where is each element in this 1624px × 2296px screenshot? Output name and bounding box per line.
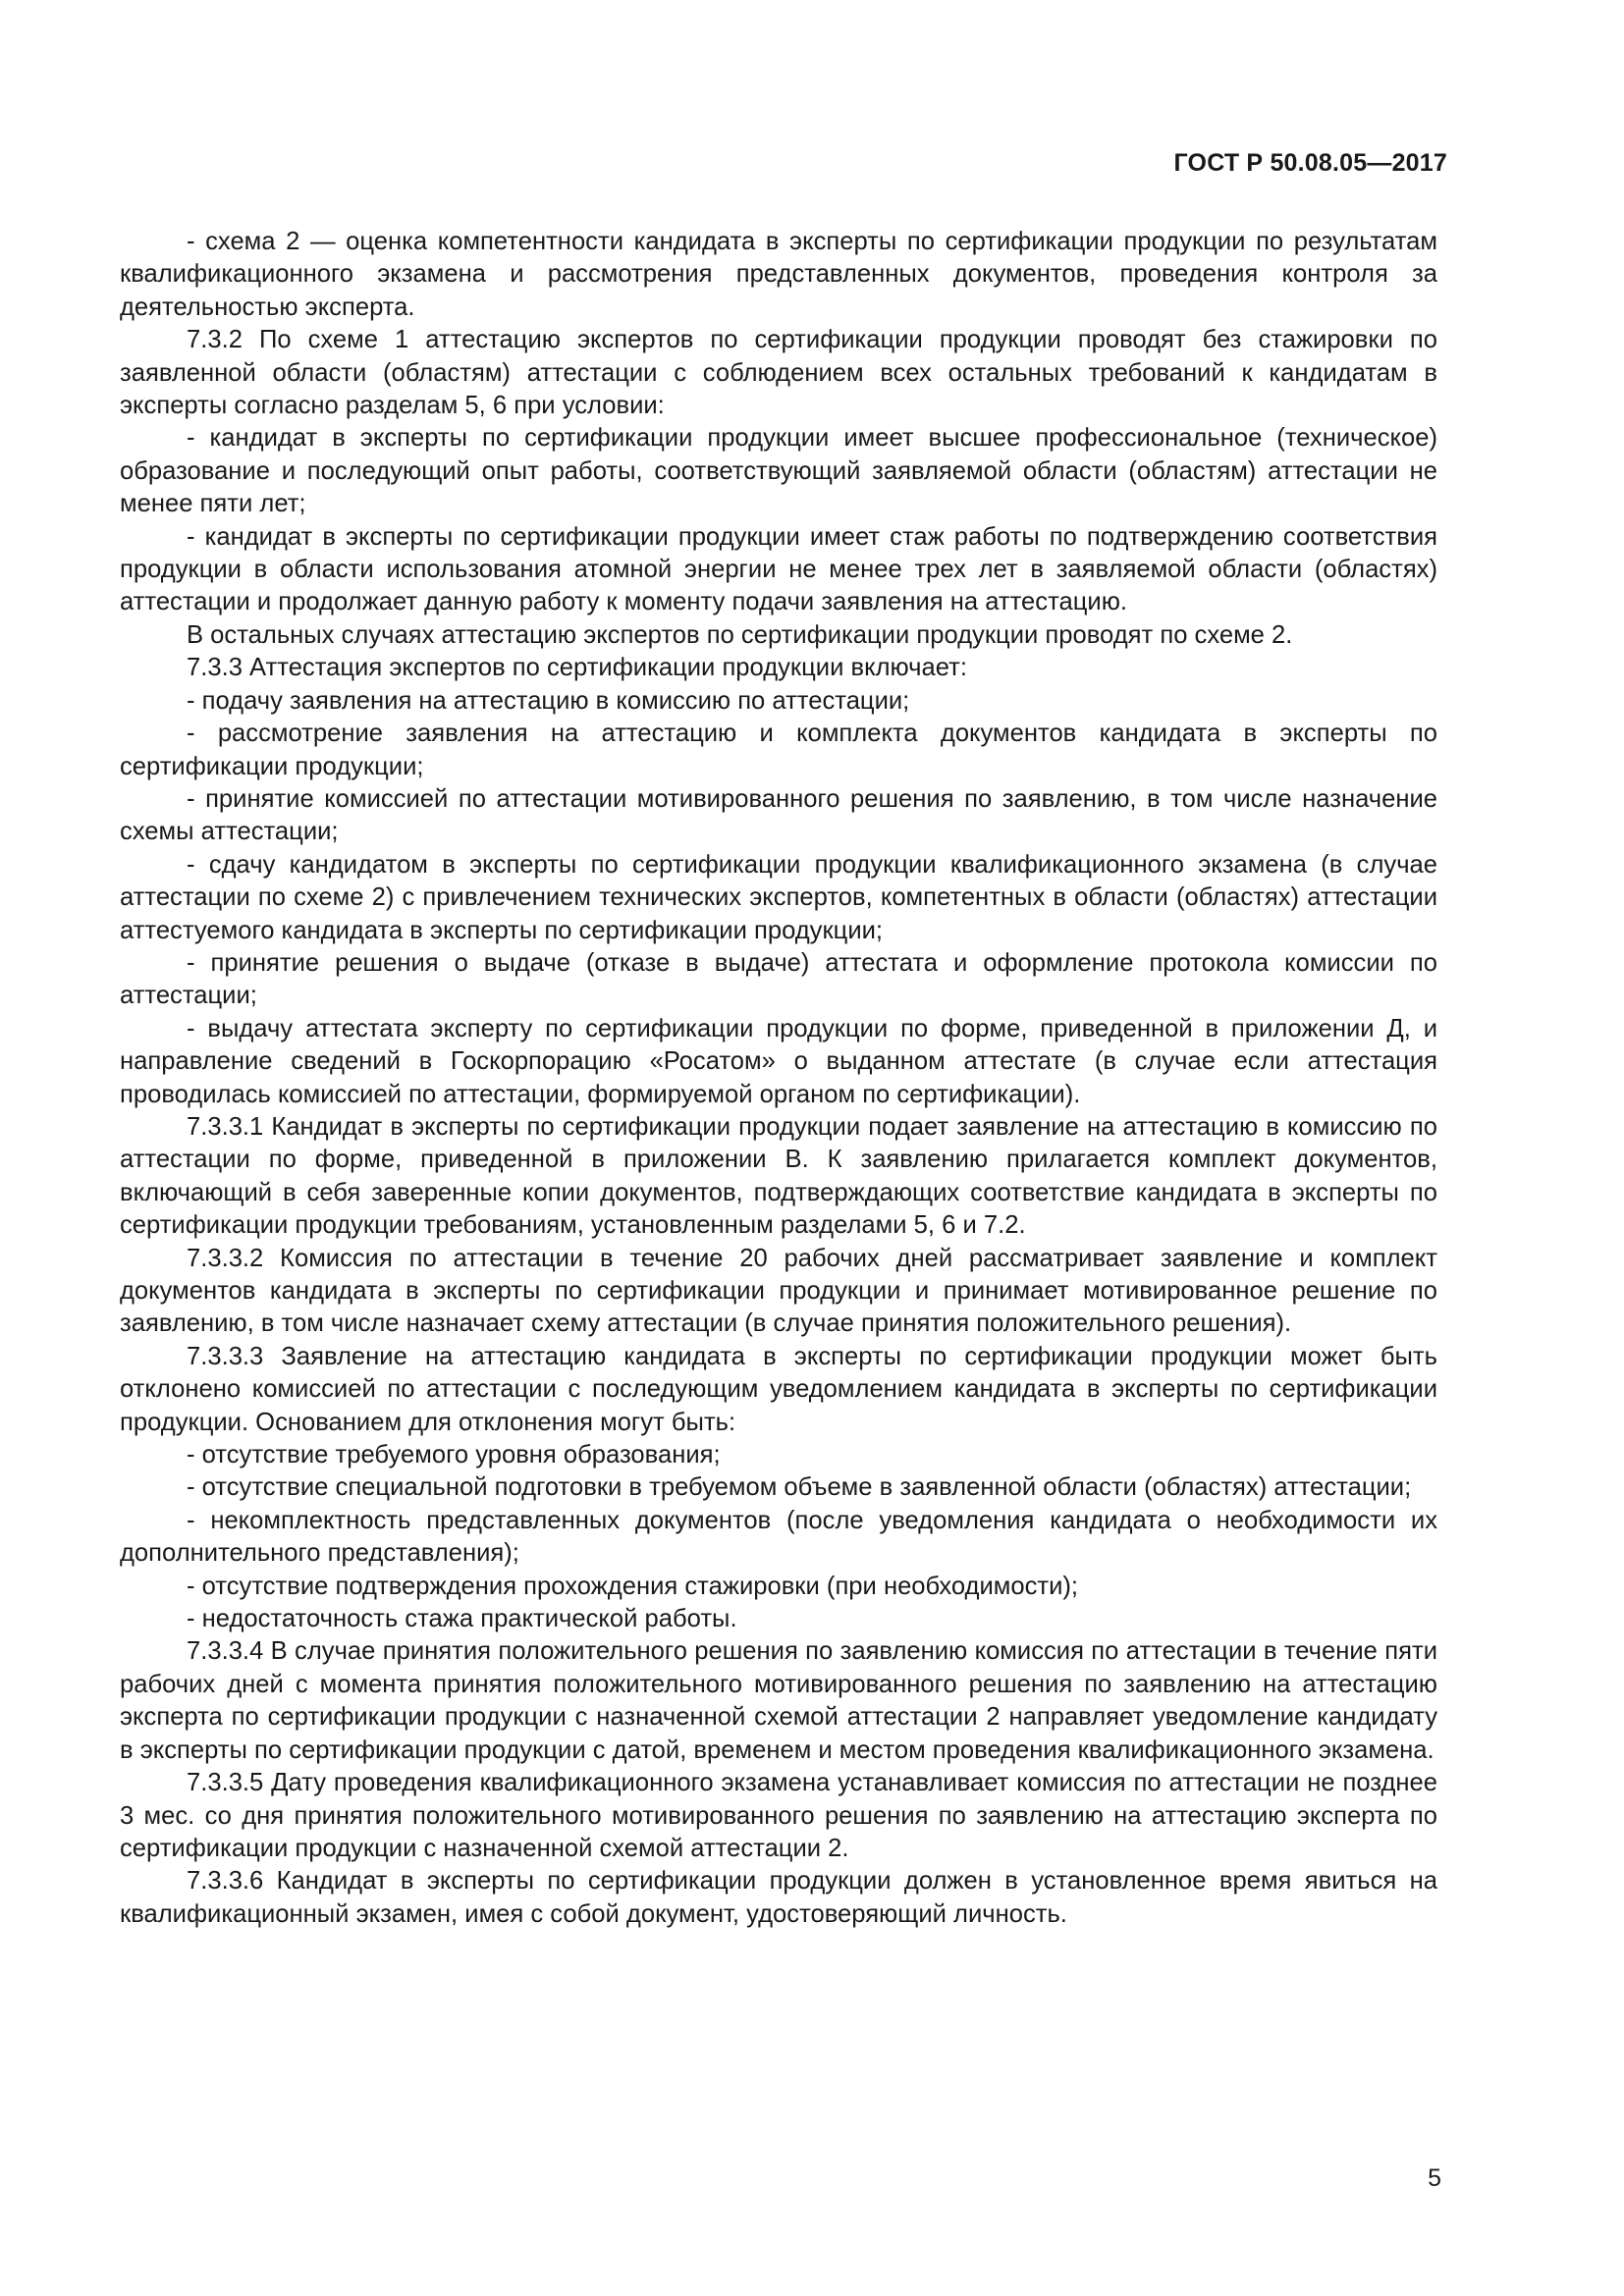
paragraph: 7.3.3.5 Дату проведения квалификационного экзамена устанавливает комиссия по аттестации не позднее 3 мес. со дня принятия положительного мотивированного решения по заявлению на аттестацию эксперта по сертификации продукции с назначенной схемой аттестации 2. bbox=[120, 1769, 1437, 1862]
page-number: 5 bbox=[1428, 2164, 1441, 2192]
paragraph: 7.3.3 Аттестация экспертов по сертификации продукции включает: bbox=[187, 654, 967, 682]
paragraph: 7.3.3.2 Комиссия по аттестации в течение 20 рабочих дней рассматривает заявление и комплект документов кандидата в эксперты по сертификации продукции и принимает мотивированное решение по заявлению, в том числе назначает схему аттестации (в случае принятия положительного решения). bbox=[120, 1244, 1437, 1338]
paragraph: - отсутствие подтверждения прохождения стажировки (при необходимости); bbox=[187, 1572, 1079, 1600]
paragraph: - рассмотрение заявления на аттестацию и комплекта документов кандидата в эксперты по сертификации продукции; bbox=[120, 720, 1437, 780]
paragraph: 7.3.2 По схеме 1 аттестацию экспертов по сертификации продукции проводят без стажировки по заявленной области (областям) аттестации с соблюдением всех остальных требований к кандидатам в эксперты согласно разделам 5, 6 при условии: bbox=[120, 326, 1437, 420]
paragraph: 7.3.3.1 Кандидат в эксперты по сертификации продукции подает заявление на аттестацию в комиссию по аттестации по форме, приведенной в приложении В. К заявлению прилагается комплект документов, включающий в себя заверенные копии документов, подтверждающих соответствие кандидата в эксперты по сертификации продукции требованиям, установленным разделами 5, 6 и 7.2. bbox=[120, 1112, 1437, 1240]
paragraph: - сдачу кандидатом в эксперты по сертификации продукции квалификационного экзамена (в случае аттестации по схеме 2) с привлечением технических экспертов, компетентных в области (областях) аттестации аттестуемого кандидата в эксперты по сертификации продукции; bbox=[120, 850, 1437, 944]
paragraph: - подачу заявления на аттестацию в комиссию по аттестации; bbox=[187, 686, 910, 715]
paragraph: - схема 2 — оценка компетентности кандидата в эксперты по сертификации продукции по результатам квалификационного экзамена и рассмотрения представленных документов, проведения контроля за деятельностью эксперта. bbox=[120, 228, 1437, 321]
paragraph: - некомплектность представленных документов (после уведомления кандидата о необходимости их дополнительного представления); bbox=[120, 1506, 1437, 1568]
paragraph: - отсутствие специальной подготовки в требуемом объеме в заявленной области (областях) аттестации; bbox=[187, 1473, 1412, 1502]
paragraph: 7.3.3.6 Кандидат в эксперты по сертификации продукции должен в установленное время явиться на квалификационный экзамен, имея с собой документ, удостоверяющий личность. bbox=[120, 1867, 1437, 1928]
paragraph: 7.3.3.4 В случае принятия положительного решения по заявлению комиссия по аттестации в течение пяти рабочих дней с момента принятия положительного мотивированного решения по заявлению на аттестацию эксперта по сертификации продукции с назначенной схемой аттестации 2 направляет уведомление кандидату в эксперты по сертификации продукции с датой, временем и местом проведения квалификационного экзамена. bbox=[120, 1637, 1437, 1764]
paragraph: - выдачу аттестата эксперту по сертификации продукции по форме, приведенной в приложении Д, и направление сведений в Госкорпорацию «Росатом» о выданном аттестате (в случае если аттестация проводилась комиссией по аттестации, формируемой органом по сертификации). bbox=[120, 1014, 1437, 1108]
paragraph: - кандидат в эксперты по сертификации продукции имеет высшее профессиональное (техническое) образование и последующий опыт работы, соответствующий заявляемой области (областям) аттестации не менее пяти лет; bbox=[120, 424, 1437, 518]
paragraph: - принятие решения о выдаче (отказе в выдаче) аттестата и оформление протокола комиссии по аттестации; bbox=[120, 948, 1437, 1010]
paragraph: 7.3.3.3 Заявление на аттестацию кандидата в эксперты по сертификации продукции может быть отклонено комиссией по аттестации с последующим уведомлением кандидата в эксперты по сертификации продукции. Основанием для отклонения могут быть: bbox=[120, 1342, 1437, 1436]
paragraph: - принятие комиссией по аттестации мотивированного решения по заявлению, в том числе назначение схемы аттестации; bbox=[120, 784, 1437, 846]
paragraph: - отсутствие требуемого уровня образования; bbox=[187, 1441, 721, 1469]
body-text bbox=[120, 226, 1437, 1931]
standard-header: ГОСТ Р 50.08.05—2017 bbox=[1173, 149, 1447, 177]
paragraph: В остальных случаях аттестацию экспертов по сертификации продукции проводят по схеме 2. bbox=[187, 620, 1293, 649]
paragraph: - кандидат в эксперты по сертификации продукции имеет стаж работы по подтверждению соответствия продукции в области использования атомной энергии не менее трех лет в заявляемой области (областях) аттестации и продолжает данную работу к моменту подачи заявления на аттестацию. bbox=[120, 522, 1437, 616]
paragraph: - недостаточность стажа практической работы. bbox=[187, 1605, 737, 1633]
